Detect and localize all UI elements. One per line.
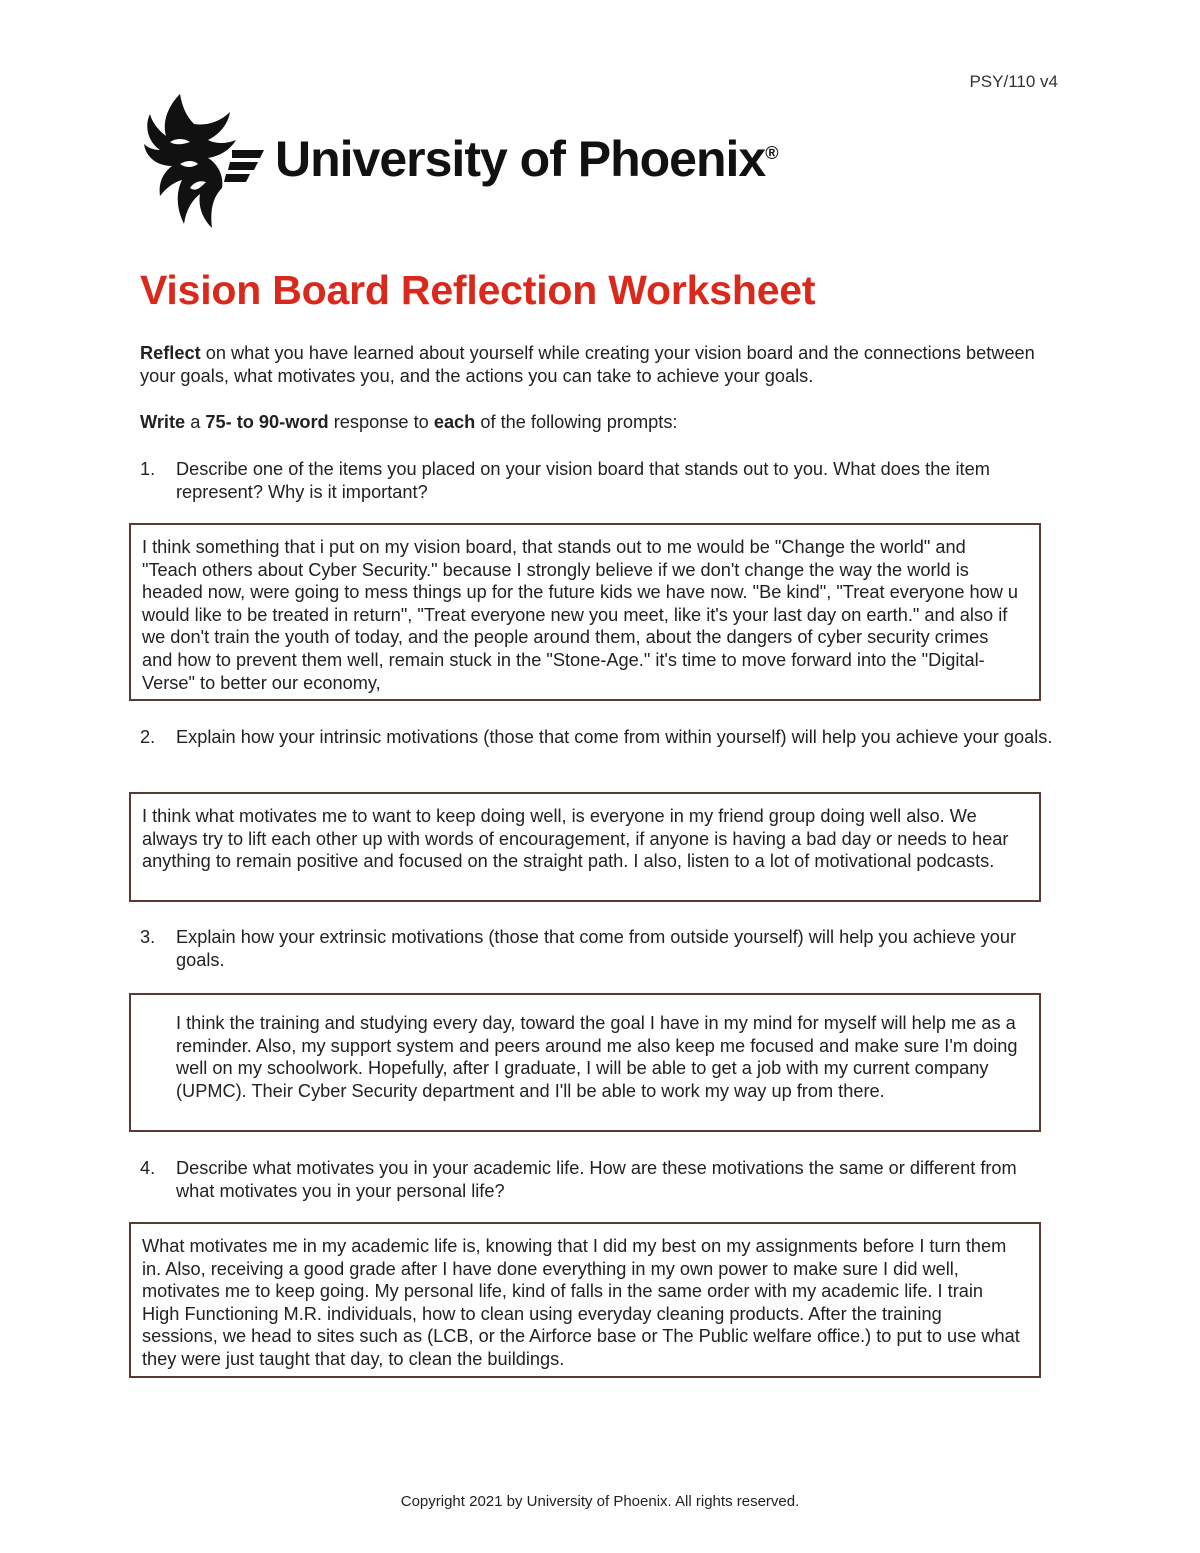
- answer-box-2[interactable]: [129, 792, 1041, 902]
- intro-reflect: Reflect on what you have learned about yourself while creating your vision board and the connections between your goals, what motivates you, and the actions you can take to achieve your goals.: [140, 343, 1035, 386]
- prompt-number: 1.: [140, 459, 156, 479]
- answer-text: I think the training and studying every day, toward the goal I have in my mind for myself will help me as a reminder. Also, my support system and peers around me also keep me focused and make sure I'm doing well on my schoolwork. Hopefully, after I graduate, I will be able to get a job with my current company (UPMC). Their Cyber Security department and I'll be able to work my way up from there.: [176, 1013, 1018, 1101]
- answer-text: I think what motivates me to want to keep doing well, is everyone in my friend group doing well also. We always try to lift each other up with words of encouragement, if anyone is having a bad day or needs to hear anything to remain positive and focused on the straight path. I also, listen to a lot of motivational podcasts.: [142, 806, 1009, 872]
- intro-write: Write a 75- to 90-word response to each of the following prompts:: [140, 412, 678, 432]
- prompt-question: Explain how your intrinsic motivations (those that come from within yourself) will help you achieve your goals.: [176, 727, 1053, 747]
- prompt-question: Explain how your extrinsic motivations (those that come from outside yourself) will help you achieve your goals.: [176, 927, 1017, 970]
- course-code: PSY/110 v4: [969, 72, 1058, 91]
- university-name: University of Phoenix®: [275, 131, 778, 187]
- prompt-2: [140, 726, 1060, 749]
- answer-box-1[interactable]: [129, 523, 1041, 701]
- phoenix-bird-icon: [140, 92, 265, 232]
- prompt-number: 2.: [140, 727, 156, 747]
- prompt-number: 3.: [140, 927, 156, 947]
- prompt-question: Describe what motivates you in your academic life. How are these motivations the same or different from what motivates you in your personal life?: [176, 1158, 1017, 1201]
- prompt-3: [140, 926, 1060, 972]
- registered-mark: ®: [765, 143, 778, 163]
- prompt-question: Describe one of the items you placed on your vision board that stands out to you. What does the item represent? Why is it important?: [176, 459, 990, 502]
- worksheet-title: Vision Board Reflection Worksheet: [140, 267, 816, 313]
- university-logo: [140, 92, 780, 232]
- answer-text: I think something that i put on my vision board, that stands out to me would be "Change the world" and "Teach others about Cyber Security." because I strongly believe if we don't change the way the world is headed now, were going to mess things up for the future kids we have now. "Be kind", "Treat everyone how u would like to be treated in return", "Treat everyone new you meet, like it's your last day on earth." and also if we don't train the youth of today, and the people around them, about the dangers of cyber security crimes and how to prevent them well, remain stuck in the "Stone-Age." it's time to move forward into the "Digital-Verse" to better our economy,: [142, 537, 1019, 693]
- answer-text: What motivates me in my academic life is, knowing that I did my best on my assignments before I turn them in. Also, receiving a good grade after I have done everything in my own power to make sure I did well, motivates me to keep going. My personal life, kind of falls in the same order with my academic life. I train High Functioning M.R. individuals, how to clean using everyday cleaning products. After the training sessions, we head to sites such as (LCB, or the Airforce base or The Public welfare office.) to put to use what they were just taught that day, to clean the buildings.: [142, 1236, 1020, 1369]
- answer-box-3[interactable]: [129, 993, 1041, 1132]
- prompt-number: 4.: [140, 1158, 156, 1178]
- copyright-footer: Copyright 2021 by University of Phoenix. All rights reserved.: [400, 1493, 800, 1510]
- prompt-4: [140, 1157, 1060, 1203]
- prompt-1: [140, 458, 1060, 504]
- answer-box-4[interactable]: [129, 1222, 1041, 1378]
